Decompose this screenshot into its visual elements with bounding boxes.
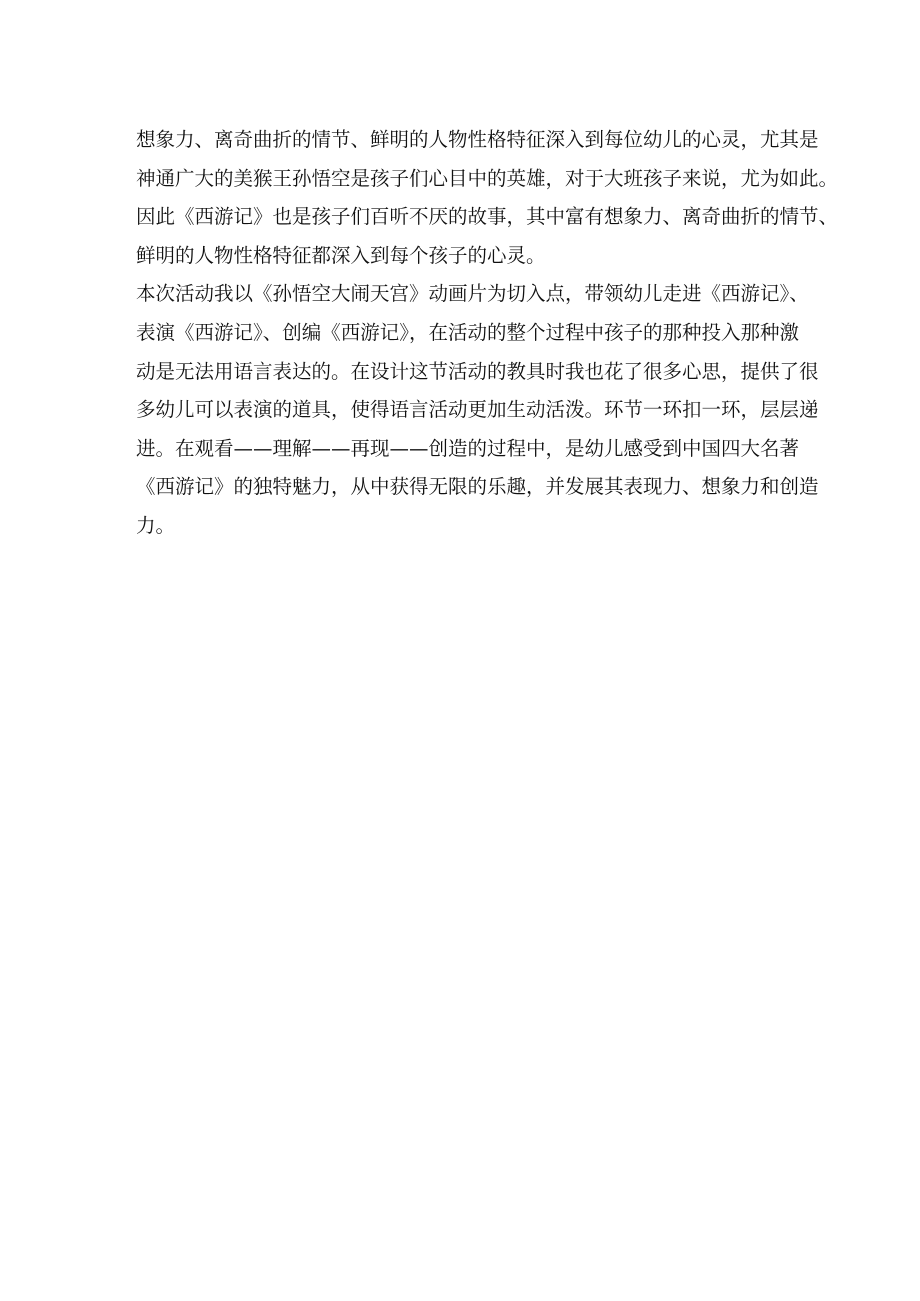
text-line: 多幼儿可以表演的道具，使得语言活动更加生动活泼。环节一环扣一环，层层递 <box>136 398 819 422</box>
text-line: 力。 <box>136 513 176 537</box>
text-line: 本次活动我以《孙悟空大闹天宫》动画片为切入点，带领幼儿走进《西游记》、 <box>136 282 809 306</box>
text-line: 因此《西游记》也是孩子们百听不厌的故事，其中富有想象力、离奇曲折的情节、 <box>136 205 839 229</box>
text-line: 表演《西游记》、创编《西游记》，在活动的整个过程中孩子的那种投入那种激 <box>136 320 800 344</box>
body-text <box>136 121 839 546</box>
paragraph-intro <box>136 121 839 275</box>
text-line: 《西游记》的独特魅力，从中获得无限的乐趣，并发展其表现力、想象力和创造 <box>136 475 819 499</box>
text-line: 神通广大的美猴王孙悟空是孩子们心目中的英雄，对于大班孩子来说，尤为如此。 <box>136 166 839 190</box>
paragraph-activity <box>136 275 819 545</box>
text-line: 鲜明的人物性格特征都深入到每个孩子的心灵。 <box>136 243 546 267</box>
text-line: 想象力、离奇曲折的情节、鲜明的人物性格特征深入到每位幼儿的心灵，尤其是 <box>136 128 819 151</box>
text-line: 进。在观看——理解——再现——创造的过程中，是幼儿感受到中国四大名著 <box>136 436 800 460</box>
text-line: 动是无法用语言表达的。在设计这节活动的教具时我也花了很多心思，提供了很 <box>136 359 819 383</box>
